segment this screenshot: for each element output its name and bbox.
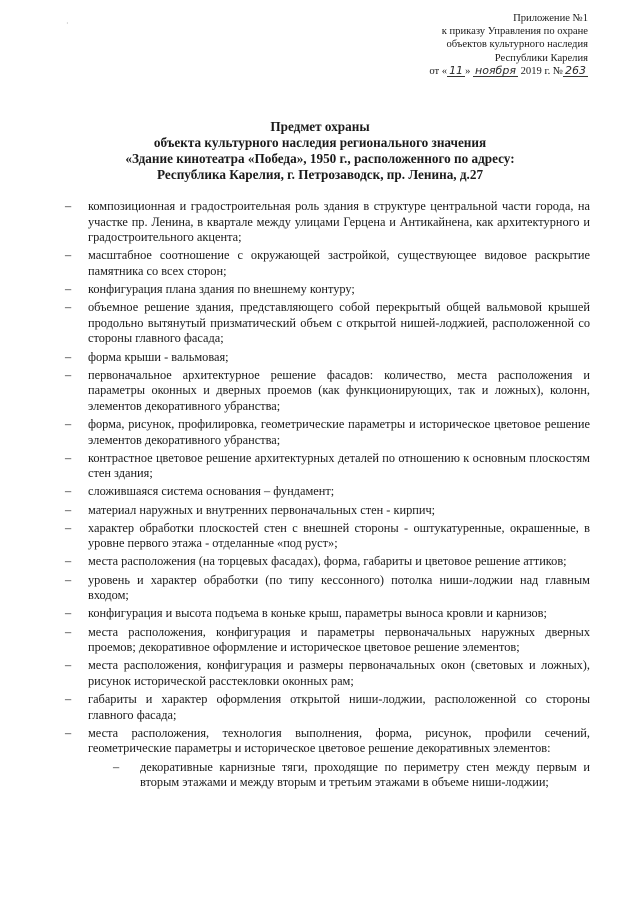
list-item — [65, 573, 590, 604]
date-year: 2019 г. № — [520, 65, 563, 77]
appendix-number: Приложение №1 — [513, 13, 588, 24]
list-item — [65, 248, 590, 279]
list-item — [65, 368, 590, 415]
list-dash: – — [65, 572, 72, 587]
date-mid: » — [465, 65, 471, 77]
list-item — [65, 658, 590, 689]
list-dash: – — [65, 450, 72, 465]
list-dash: – — [65, 199, 72, 213]
list-item-text: форма, рисунок, профилировка, геометрические параметры и историческое цветовое решение элементов декоративного убранства; — [88, 417, 590, 447]
list-dash: – — [65, 725, 72, 740]
list-dash: – — [65, 554, 72, 569]
list-dash: – — [65, 282, 72, 297]
title-line-3: «Здание кинотеатра «Победа», 1950 г., расположенного по адресу: — [125, 151, 515, 166]
list-dash: – — [65, 248, 72, 263]
list-item-text: объемное решение здания, представляющего собой перекрытый общей вальмовой крышей продольно вытянутый призматический объем с открытой нишей-лоджией, расположенной со стороны главного фасада; — [88, 300, 590, 346]
list-dash: – — [65, 417, 72, 431]
list-item-text: места расположения (на торцевых фасадах), форма, габариты и цветовое решение аттиков; — [88, 554, 567, 569]
list-item-text: контрастное цветовое решение архитектурных деталей по отношению к основным плоскостям стен здания; — [88, 450, 590, 481]
list-item-text: габариты и характер оформления открытой ниши-лоджии, расположенной со стороны главного фасада; — [88, 691, 590, 722]
appendix-objects-line: объектов культурного наследия — [446, 39, 588, 51]
list-item-text: сложившаяся система основания – фундамент; — [88, 484, 335, 499]
list-dash: – — [65, 367, 72, 382]
protection-subject-list — [65, 199, 590, 794]
list-item-text: материал наружных и внутренних первоначальных стен - кирпич; — [88, 502, 436, 517]
list-dash: – — [65, 300, 72, 315]
list-dash: – — [65, 520, 72, 535]
sublist-item-text: декоративные карнизные тяги, проходящие по периметру стен между первым и вторым этажами и между вторым и третьим этажами в объеме ниши-лоджии; — [140, 759, 590, 790]
list-item-text: характер обработки плоскостей стен с внешней стороны - оштукатуренные, окрашенные, в уровне первого этажа - отделанные «под руст»; — [88, 520, 590, 551]
appendix-header — [429, 12, 588, 78]
list-item-text: форма крыши - вальмовая; — [88, 349, 229, 364]
appendix-republic-line: Республики Карелия — [494, 52, 588, 64]
list-item-text: уровень и характер обработки (по типу кессонного) потолка ниши-лоджии над главным входом; — [88, 572, 590, 603]
list-dash: – — [65, 658, 72, 673]
sublist-dash: – — [113, 759, 120, 774]
appendix-order-line: к приказу Управления по охране — [441, 26, 588, 38]
list-item — [65, 625, 590, 656]
list-dash: – — [65, 349, 72, 364]
list-item — [65, 417, 590, 448]
list-item-text: первоначальное архитектурное решение фасадов: количество, места расположения и параметры оконных и дверных проемов (как функционирующих, так и ложных), колонн, элементов декоративного убранства; — [88, 367, 590, 413]
list-item — [65, 726, 590, 791]
list-item-text: места расположения, конфигурация и параметры первоначальных наружных дверных проемов; декоративное оформление и историческое цветовое решение элементов; — [88, 624, 590, 655]
date-prefix: от « — [429, 65, 448, 77]
list-dash: – — [65, 484, 72, 499]
list-item-text: масштабное соотношение с окружающей застройкой, существующее видовое раскрытие памятника со всех сторон; — [88, 248, 590, 278]
decorative-elements-sublist — [88, 760, 590, 791]
list-dash: – — [65, 691, 72, 706]
list-item-text: места расположения, конфигурация и размеры первоначальных окон (световых и ложных), рисунок исторической расстекловки оконных рам; — [88, 658, 590, 688]
list-item-text: конфигурация и высота подъема в коньке крыш, параметры выноса кровли и карнизов; — [88, 606, 547, 621]
list-dash: – — [65, 624, 72, 639]
list-item — [65, 199, 590, 246]
list-item — [65, 282, 590, 298]
document-title — [0, 119, 640, 183]
list-item-text: композиционная и градостроительная роль здания в структуре центральной части города, на участке пр. Ленина, в квартале между улицами Герцена и Антикайнена, как архитектурного и градостроительного акцента; — [88, 199, 590, 245]
list-item — [65, 300, 590, 347]
title-line-4: Республика Карелия, г. Петрозаводск, пр. Ленина, д.27 — [156, 167, 484, 182]
appendix-date-line — [429, 65, 588, 78]
title-line-1: Предмет охраны — [270, 119, 370, 134]
list-dash: – — [65, 502, 72, 517]
list-item — [65, 484, 590, 500]
sublist-item — [113, 760, 590, 791]
corner-mark: · — [66, 19, 69, 28]
list-dash: – — [65, 606, 72, 621]
list-item — [65, 606, 590, 622]
list-item-text: конфигурация плана здания по внешнему контуру; — [88, 282, 355, 297]
date-day-handwritten: 11 — [449, 63, 464, 77]
list-item — [65, 692, 590, 723]
title-line-2: объекта культурного наследия регионального значения — [153, 135, 487, 150]
list-item-text: места расположения, технология выполнения, форма, рисунок, профили сечений, геометрические параметры и историческое цветовое решение декоративных элементов: — [88, 725, 590, 756]
list-item — [65, 350, 590, 366]
list-item — [65, 451, 590, 482]
list-item — [65, 554, 590, 570]
list-item — [65, 521, 590, 552]
order-number-handwritten: 263 — [565, 63, 586, 77]
list-item — [65, 503, 590, 519]
date-month-handwritten: ноября — [475, 63, 516, 77]
